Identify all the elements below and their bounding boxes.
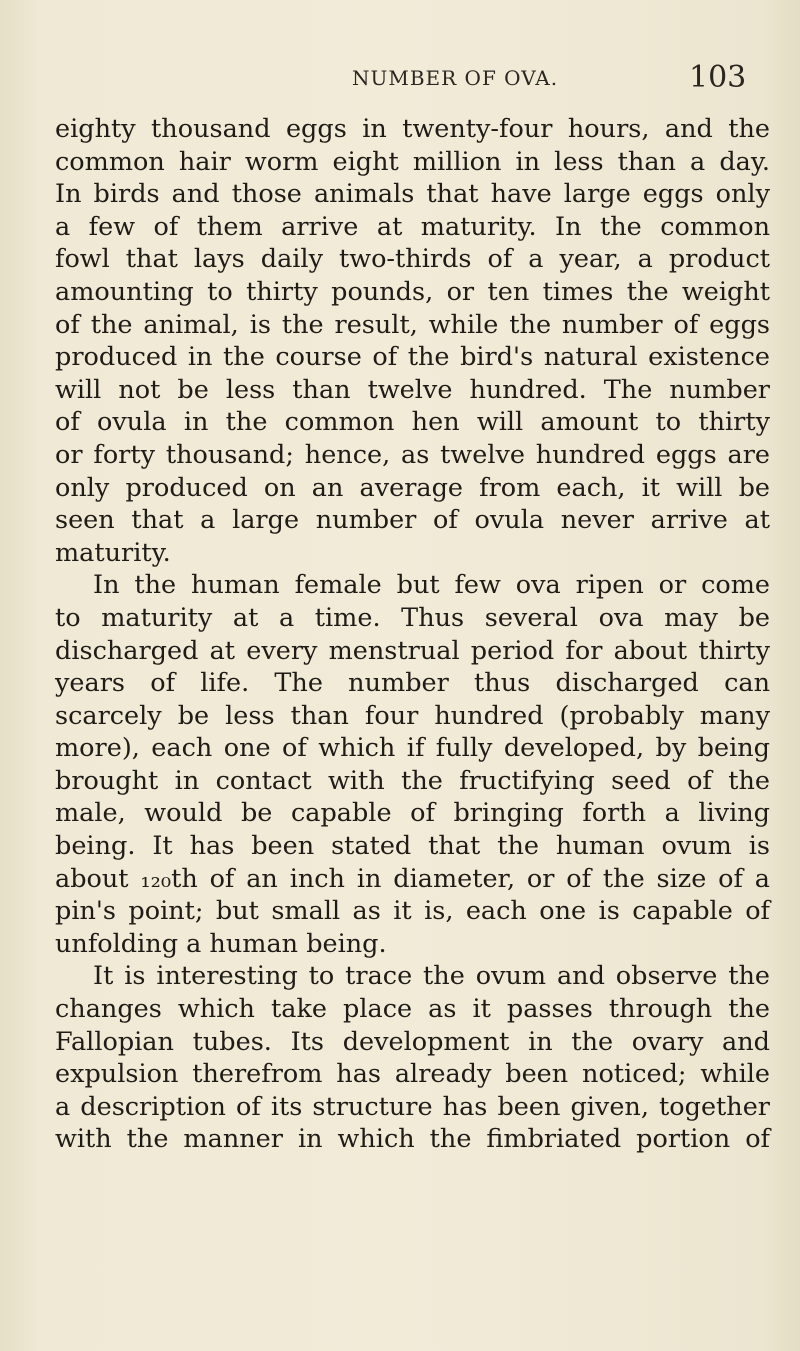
text-line: with the manner in which the fimbriated portion of <box>55 1124 770 1155</box>
text-line: In birds and those animals that have large eggs only <box>55 179 770 210</box>
text-line: amounting to thirty pounds, or ten times the weight <box>55 276 770 307</box>
text-line: a few of them arrive at maturity. In the common <box>55 211 770 242</box>
text-line: unfolding a human being. <box>55 928 387 959</box>
page-number: 103 <box>689 60 747 95</box>
text-line: being. It has been stated that the human ovum is <box>55 831 770 862</box>
text-line: maturity. <box>55 537 171 568</box>
running-title: NUMBER OF OVA. <box>352 66 559 90</box>
text-line: In the human female but few ova ripen or come <box>93 570 770 601</box>
text-line: discharged at every menstrual period for about thirty <box>55 635 770 666</box>
text-line: years of life. The number thus discharged can <box>55 668 770 699</box>
text-line: a description of its structure has been given, together <box>55 1091 770 1122</box>
text-line: only produced on an average from each, it will be <box>55 472 770 503</box>
text-line: changes which take place as it passes through the <box>55 994 770 1025</box>
text-line: It is interesting to trace the ovum and observe the <box>93 961 770 992</box>
text-line: pin's point; but small as it is, each one is capable of <box>55 896 770 927</box>
text-line: male, would be capable of bringing forth a living <box>55 798 770 829</box>
text-line: will not be less than twelve hundred. The number <box>55 374 770 405</box>
text-line: scarcely be less than four hundred (probably many <box>55 700 770 731</box>
text-line: of the animal, is the result, while the number of eggs <box>55 309 770 340</box>
text-line: Fallopian tubes. Its development in the ovary and <box>55 1026 770 1057</box>
text-line: about ₁₂₀th of an inch in diameter, or of the size of a <box>55 863 770 894</box>
text-line: produced in the course of the bird's natural existence <box>55 342 770 373</box>
body-text <box>55 113 770 1156</box>
text-line: fowl that lays daily two-thirds of a year, a product <box>55 244 770 275</box>
text-line: eighty thousand eggs in twenty-four hours, and the <box>55 114 770 144</box>
text-line: expulsion therefrom has already been noticed; while <box>55 1059 770 1090</box>
running-head <box>0 0 800 110</box>
text-line: common hair worm eight million in less than a day. <box>55 146 770 177</box>
text-line: or forty thousand; hence, as twelve hundred eggs are <box>55 439 770 470</box>
text-line: seen that a large number of ovula never arrive at <box>55 505 770 536</box>
text-line: of ovula in the common hen will amount to thirty <box>55 407 770 438</box>
text-line: more), each one of which if fully developed, by being <box>55 733 770 764</box>
text-line: to maturity at a time. Thus several ova may be <box>55 602 770 633</box>
text-line: brought in contact with the fructifying seed of the <box>55 765 770 796</box>
